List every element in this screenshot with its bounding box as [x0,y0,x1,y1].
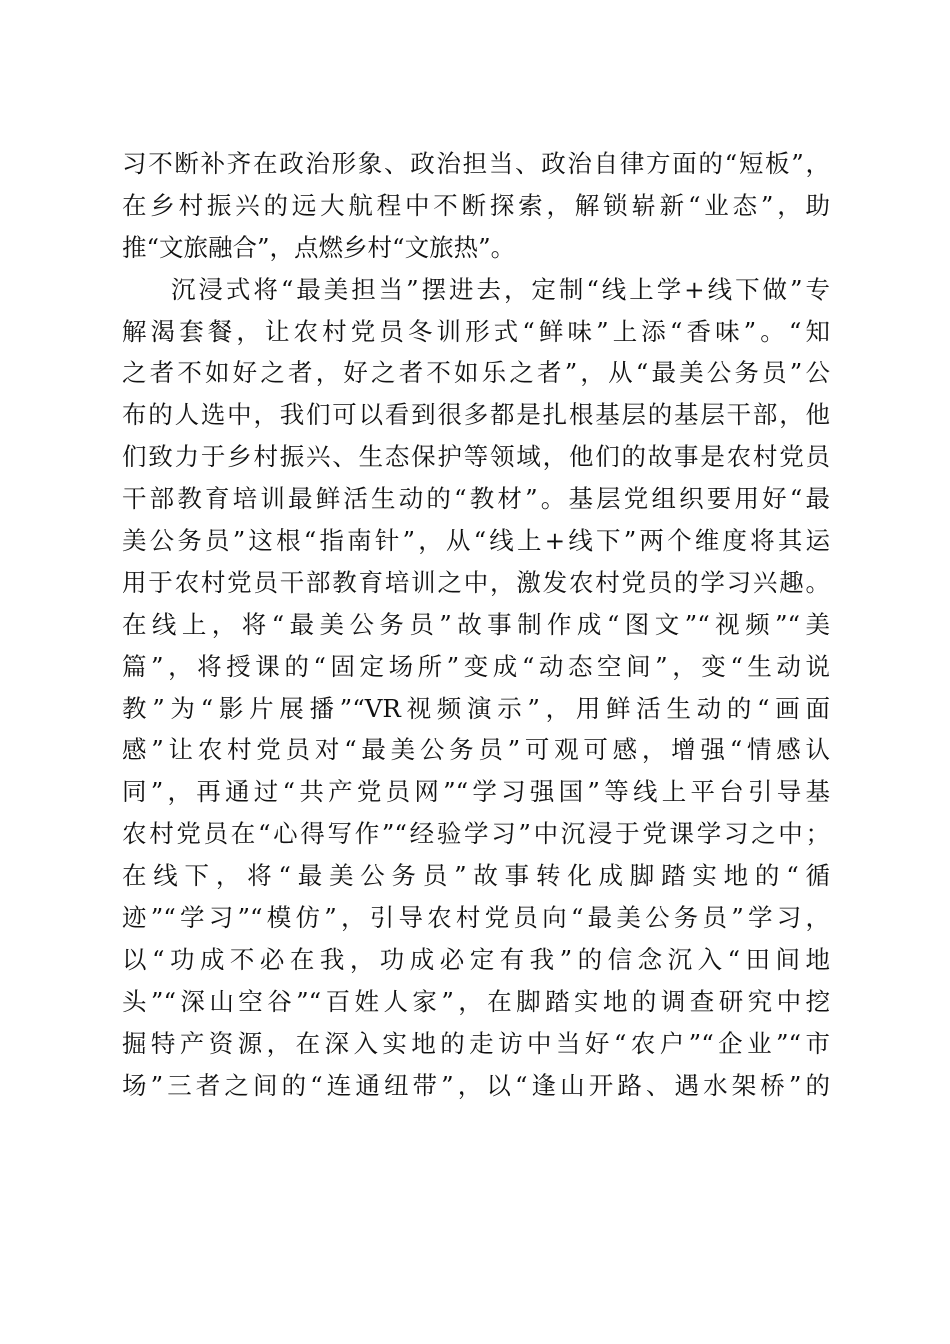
text-line: 以“功成不必在我，功成必定有我”的信念沉入“田间地 [122,944,830,974]
text-line: 解渴套餐，让农村党员冬训形式“鲜味”上添“香味”。“知 [122,316,830,346]
paragraph-immersive-learning [122,269,830,1107]
body-text [122,143,830,1106]
paragraph-continuation [122,143,830,269]
text-line: 美公务员”这根“指南针”，从“线上+线下”两个维度将其运 [122,526,830,556]
text-line: 习不断补齐在政治形象、政治担当、政治自律方面的“短板”， [122,149,830,178]
text-line: 用于农村党员干部教育培训之中，激发农村党员的学习兴趣。 [122,567,830,597]
text-line: 迹”“学习”“模仿”，引导农村党员向“最美公务员”学习， [122,903,830,933]
text-line: 们致力于乡村振兴、生态保护等领域，他们的故事是农村党员 [122,442,830,472]
text-line: 篇”，将授课的“固定场所”变成“动态空间”，变“生动说 [122,651,830,681]
text-line: 布的人选中，我们可以看到很多都是扎根基层的基层干部，他 [122,400,830,430]
text-line-indented: 沉浸式将“最美担当”摆进去，定制“线上学+线下做”专 [171,274,830,304]
text-line: 在乡村振兴的远大航程中不断探索，解锁崭新“业态”，助 [122,190,830,220]
text-line: 推“文旅融合”，点燃乡村“文旅热”。 [122,232,516,262]
text-line: 同”，再通过“共产党员网”“学习强国”等线上平台引导基 [122,777,830,807]
text-line: 干部教育培训最鲜活生动的“教材”。基层党组织要用好“最 [122,484,830,514]
text-line: 场”三者之间的“连通纽带”，以“逢山开路、遇水架桥”的 [122,1070,830,1100]
text-line: 头”“深山空谷”“百姓人家”，在脚踏实地的调查研究中挖 [122,986,830,1016]
text-line: 之者不如好之者，好之者不如乐之者”，从“最美公务员”公 [122,358,830,388]
text-line: 感”让农村党员对“最美公务员”可观可感，增强“情感认 [122,735,830,765]
text-line: 教”为“影片展播”“VR视频演示”，用鲜活生动的“画面 [122,693,830,723]
text-line: 农村党员在“心得写作”“经验学习”中沉浸于党课学习之中； [122,819,830,849]
text-line: 在线下，将“最美公务员”故事转化成脚踏实地的“循 [122,861,830,891]
text-line: 掘特产资源，在深入实地的走访中当好“农户”“企业”“市 [122,1028,830,1058]
text-line: 在线上，将“最美公务员”故事制作成“图文”“视频”“美 [122,609,830,639]
